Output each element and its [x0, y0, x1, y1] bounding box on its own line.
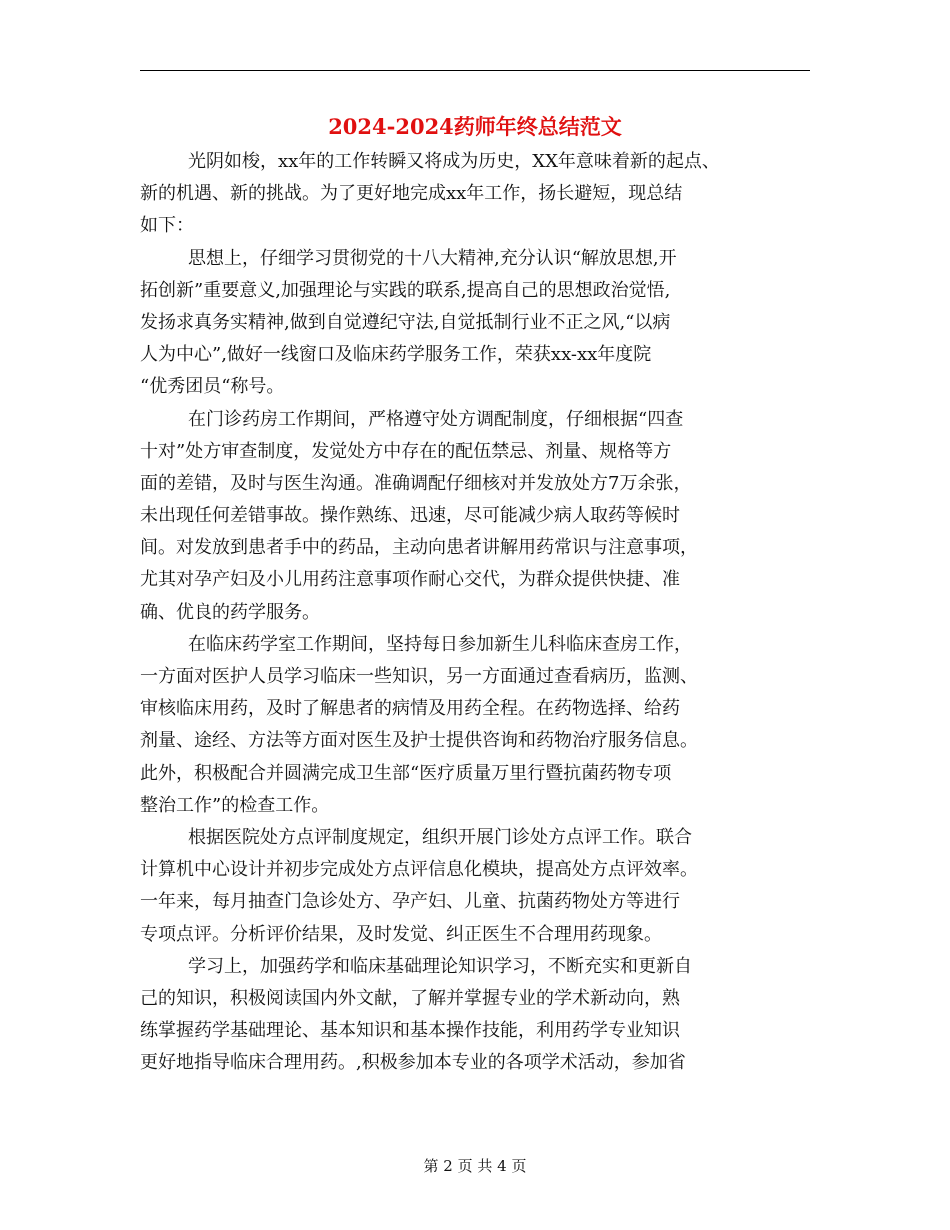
text-line: 一年来，每月抽查门急诊处方、孕产妇、儿童、抗菌药物处方等进行	[140, 891, 680, 913]
text-line: 在临床药学室工作期间，坚持每日参加新生儿科临床查房工作，	[188, 633, 692, 655]
text-line: 未出现任何差错事故。操作熟练、迅速，尽可能减少病人取药等候时	[140, 505, 680, 527]
text-line: 更好地指导临床合理用药。,积极参加本专业的各项学术活动，参加省	[140, 1052, 686, 1074]
page-number-footer: 第 2 页 共 4 页	[423, 1157, 527, 1175]
text-line: 一方面对医护人员学习临床一些知识，另一方面通过查看病历，监测、	[140, 666, 698, 687]
document-title: 2024-2024药师年终总结范文	[328, 114, 622, 139]
text-line: 光阴如梭，xx年的工作转瞬又将成为历史，XX年意味着新的起点、	[188, 151, 720, 172]
paragraph-ideology	[140, 243, 810, 404]
text-line: “优秀团员“称号。	[140, 376, 285, 398]
document-body	[140, 146, 810, 1079]
paragraph-outpatient-pharmacy	[140, 404, 810, 629]
text-line: 发扬求真务实精神,做到自觉遵纪守法,自觉抵制行业不正之风,“以病	[140, 311, 671, 333]
text-line: 专项点评。分析评价结果，及时发觉、纠正医生不合理用药现象。	[140, 923, 662, 945]
paragraph-prescription-review	[140, 822, 810, 951]
paragraph-study	[140, 951, 810, 1080]
text-line: 在门诊药房工作期间，严格遵守处方调配制度，仔细根据“四查	[188, 408, 684, 430]
paragraph-clinical-pharmacy	[140, 629, 810, 822]
text-line: 面的差错，及时与医生沟通。准确调配仔细核对并发放处方7万余张，	[140, 472, 692, 494]
text-line: 间。对发放到患者手中的药品，主动向患者讲解用药常识与注意事项，	[140, 537, 698, 559]
text-line: 尤其对孕产妇及小儿用药注意事项作耐心交代，为群众提供快捷、准	[140, 569, 680, 591]
paragraph-intro	[140, 146, 810, 243]
text-line: 思想上，仔细学习贯彻党的十八大精神,充分认识“解放思想,开	[188, 247, 677, 269]
text-line: 确、优良的药学服务。	[140, 601, 320, 623]
text-line: 此外，积极配合并圆满完成卫生部“医疗质量万里行暨抗菌药物专项	[140, 762, 672, 784]
text-line: 己的知识，积极阅读国内外文献，了解并掌握专业的学术新动向，熟	[140, 987, 680, 1009]
text-line: 拓创新”重要意义,加强理论与实践的联系,提高自己的思想政治觉悟,	[140, 279, 671, 301]
text-line: 新的机遇、新的挑战。为了更好地完成xx年工作，扬长避短，现总结	[140, 183, 683, 205]
text-line: 人为中心”,做好一线窗口及临床药学服务工作，荣获xx-xx年度院	[140, 344, 652, 366]
text-line: 练掌握药学基础理论、基本知识和基本操作技能，利用药学专业知识	[140, 1020, 680, 1042]
text-line: 根据医院处方点评制度规定，组织开展门诊处方点评工作。联合	[188, 826, 692, 848]
text-line: 剂量、途经、方法等方面对医生及护士提供咨询和药物治疗服务信息。	[140, 730, 698, 752]
text-line: 计算机中心设计并初步完成处方点评信息化模块，提高处方点评效率。	[140, 859, 698, 881]
text-line: 学习上，加强药学和临床基础理论知识学习，不断充实和更新自	[188, 955, 692, 977]
header-rule	[140, 70, 810, 71]
text-line: 十对”处方审查制度，发觉处方中存在的配伍禁忌、剂量、规格等方	[140, 440, 672, 462]
text-line: 如下：	[140, 215, 194, 237]
text-line: 整治工作”的检查工作。	[140, 794, 330, 816]
text-line: 审核临床用药，及时了解患者的病情及用药全程。在药物选择、给药	[140, 698, 680, 720]
